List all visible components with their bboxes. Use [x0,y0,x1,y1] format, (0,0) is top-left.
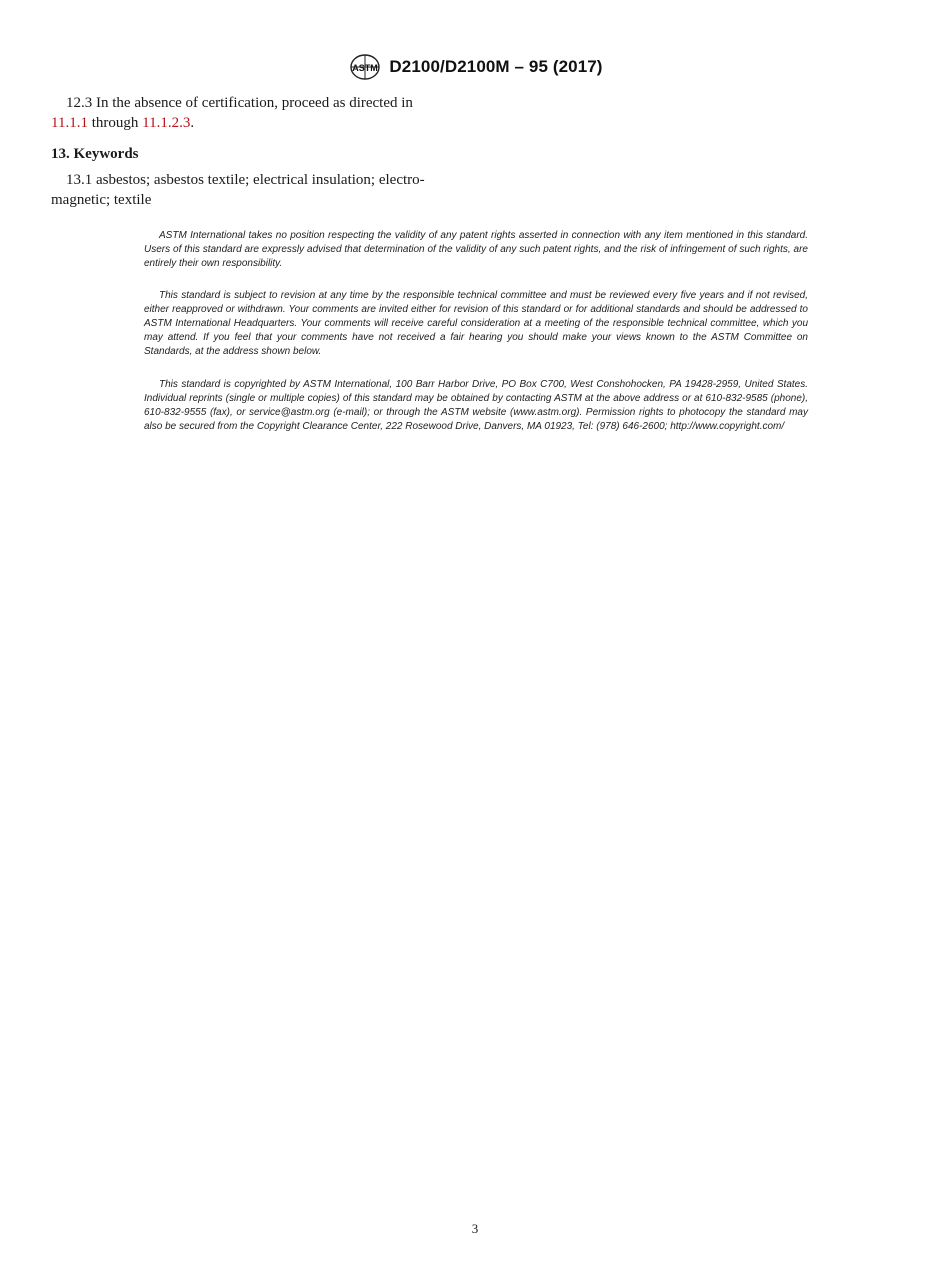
revision-notice: This standard is subject to revision at any time by the responsible technical committee and must be reviewed every five years and if not revised, either reapproved or withdrawn. Your comments are invited either for revision of this standard or for additional standards and should be addressed to ASTM International Headquarters. Your comments will receive careful consideration at a meeting of the responsible technical committee, which you may attend. If you feel that your comments have not received a fair hearing you should make your views known to the ASTM Committee on Standards, at the address shown below. [144,290,808,357]
link-11-1-1[interactable]: 11.1.1 [51,115,88,131]
astm-logo-icon [347,52,383,82]
logo-text: ASTM [352,63,379,73]
page-header [0,52,950,87]
standard-designation: D2100/D2100M – 95 (2017) [389,57,603,76]
section-13-heading: 13. Keywords [51,146,139,162]
paragraph-12-3-cont [51,113,461,133]
section-13 [51,144,461,210]
patent-notice: ASTM International takes no position respecting the validity of any patent rights asserted in connection with any item mentioned in this standard. Users of this standard are expressly advised that determination of the validity of any such patent rights, and the risk of infringement of such rights, are entirely their own responsibility. [144,230,808,269]
paragraph-13-1-line2-wrap [51,190,461,210]
section-12-3 [51,93,461,133]
paragraph-12-3 [51,93,461,113]
header-inner [347,52,602,82]
paragraph-13-1-line2: magnetic; textile [51,192,152,208]
copyright-notice: This standard is copyrighted by ASTM International, 100 Barr Harbor Drive, PO Box C700, West Conshohocken, PA 19428-2959, United States. Individual reprints (single or multiple copies) of this standard may be obtained by contacting ASTM at the above address or at 610-832-9585 (phone), 610-832-9555 (fax), or service@astm.org (e-mail); or through the ASTM website (www.astm.org). Permission rights to photocopy the standard may also be secured from the Copyright Clearance Center, 222 Rosewood Drive, Danvers, MA 01923, Tel: (978) 646-2600; http://www.copyright.com/ [144,379,808,432]
paragraph-13-1 [51,170,461,190]
link-11-1-2-3[interactable]: 11.1.2.3 [142,115,191,131]
paragraph-13-1-line1: 13.1 asbestos; asbestos textile; electrical insulation; electro- [66,172,425,188]
page-number: 3 [471,1221,479,1236]
period-text: . [190,115,195,131]
through-text: through [87,115,143,131]
paragraph-12-3-text: 12.3 In the absence of certification, proceed as directed in [66,95,413,111]
